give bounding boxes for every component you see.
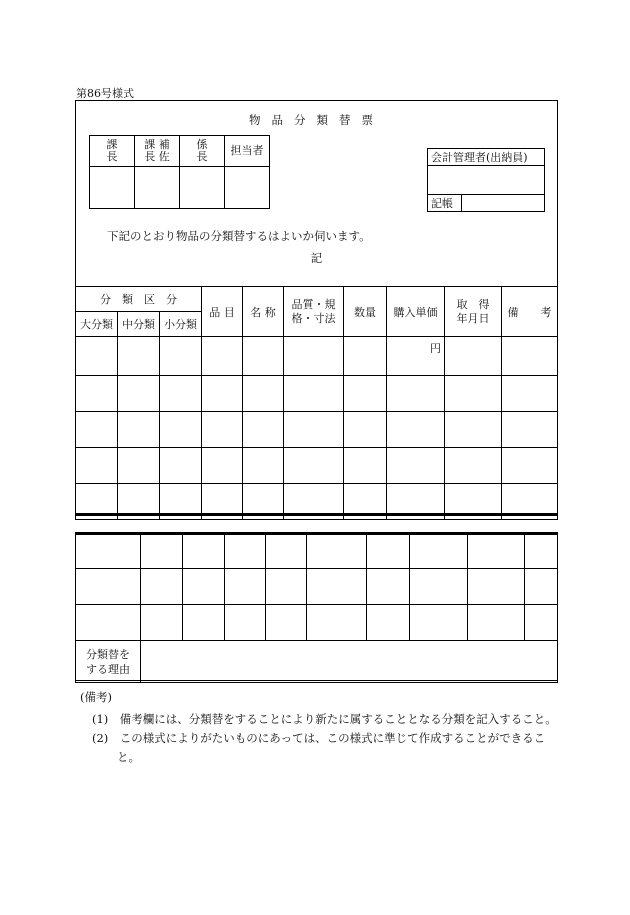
table-cell[interactable]	[243, 448, 284, 484]
col-acquired-date: 取 得 年月日	[445, 287, 502, 337]
table-row	[76, 412, 558, 448]
table-row	[76, 337, 558, 376]
table-cell[interactable]	[344, 484, 387, 520]
table-row	[76, 448, 558, 484]
table-cell[interactable]	[118, 484, 160, 520]
table-cell[interactable]	[445, 484, 502, 520]
table-cell[interactable]	[284, 484, 344, 520]
table-cell[interactable]	[367, 533, 410, 569]
table-cell[interactable]	[225, 569, 266, 605]
table-cell[interactable]	[160, 412, 202, 448]
form-upper-frame	[75, 100, 558, 516]
table-cell[interactable]	[502, 484, 558, 520]
approval-stamp-box[interactable]	[90, 167, 135, 209]
table-cell[interactable]	[243, 337, 284, 376]
accounting-stamp-box[interactable]	[428, 166, 545, 195]
table-row	[76, 605, 558, 641]
col-large-class: 大分類	[76, 312, 118, 337]
col-item: 品 目	[202, 287, 243, 337]
table-cell[interactable]	[344, 337, 387, 376]
table-cell[interactable]	[160, 448, 202, 484]
request-text: 下記のとおり物品の分類替するはよいか伺います。	[107, 229, 371, 243]
approval-header-kakaricho: 係 長	[180, 136, 225, 167]
table-cell[interactable]	[76, 569, 141, 605]
table-cell[interactable]	[525, 605, 558, 641]
notes-heading: (備考)	[80, 690, 112, 704]
table-cell[interactable]	[243, 376, 284, 412]
items-table	[75, 286, 558, 520]
table-cell[interactable]	[76, 448, 118, 484]
note-item: (1) 備考欄には、分類替をすることにより新たに属することとなる分類を記入すること。	[92, 712, 557, 726]
table-cell[interactable]	[344, 448, 387, 484]
table-cell[interactable]	[307, 533, 367, 569]
table-cell[interactable]	[284, 448, 344, 484]
table-cell[interactable]	[76, 484, 118, 520]
table-cell[interactable]	[225, 605, 266, 641]
table-cell[interactable]	[202, 337, 243, 376]
table-cell[interactable]	[307, 569, 367, 605]
table-cell[interactable]	[160, 484, 202, 520]
table-cell[interactable]	[387, 412, 445, 448]
table-row	[76, 484, 558, 520]
table-cell[interactable]	[76, 605, 141, 641]
table-cell[interactable]	[76, 337, 118, 376]
table-cell[interactable]	[525, 533, 558, 569]
table-cell[interactable]	[118, 448, 160, 484]
table-cell[interactable]	[387, 376, 445, 412]
table-cell[interactable]	[118, 412, 160, 448]
table-cell[interactable]	[525, 569, 558, 605]
approval-stamp-box[interactable]	[135, 167, 180, 209]
table-cell[interactable]	[502, 412, 558, 448]
ledger-box[interactable]	[462, 195, 545, 212]
table-cell[interactable]	[445, 412, 502, 448]
table-cell[interactable]	[202, 412, 243, 448]
approval-stamp-table	[89, 135, 270, 209]
table-row	[76, 376, 558, 412]
table-cell[interactable]	[76, 533, 141, 569]
ledger-label: 記帳	[428, 195, 462, 212]
notes-section	[80, 688, 557, 767]
table-cell[interactable]	[183, 605, 225, 641]
table-cell[interactable]	[76, 412, 118, 448]
col-unit-price: 購入単価	[387, 287, 445, 337]
table-cell[interactable]	[367, 569, 410, 605]
col-quantity: 数量	[344, 287, 387, 337]
table-cell[interactable]	[344, 376, 387, 412]
reason-label: 分類替を する理由	[76, 641, 141, 683]
form-title: 物品分類替票	[249, 113, 384, 127]
col-name: 名 称	[243, 287, 284, 337]
ki-label: 記	[310, 251, 323, 265]
table-cell[interactable]	[266, 605, 307, 641]
unit-price-cell[interactable]	[387, 337, 445, 376]
table-cell[interactable]	[387, 448, 445, 484]
yen-unit: 円	[430, 342, 441, 355]
table-cell[interactable]	[225, 533, 266, 569]
col-quality: 品質・規 格・寸法	[284, 287, 344, 337]
table-cell[interactable]	[445, 376, 502, 412]
table-cell[interactable]	[118, 376, 160, 412]
table-cell[interactable]	[387, 484, 445, 520]
col-remarks: 備 考	[502, 287, 558, 337]
approval-stamp-box[interactable]	[225, 167, 270, 209]
table-cell[interactable]	[284, 337, 344, 376]
table-cell[interactable]	[202, 448, 243, 484]
reason-input[interactable]	[141, 641, 558, 683]
form-number: 第86号様式	[76, 87, 134, 100]
accounting-table	[427, 148, 545, 212]
table-cell[interactable]	[243, 412, 284, 448]
table-cell[interactable]	[410, 569, 468, 605]
col-small-class: 小分類	[160, 312, 202, 337]
table-cell[interactable]	[307, 605, 367, 641]
table-cell[interactable]	[183, 569, 225, 605]
col-medium-class: 中分類	[118, 312, 160, 337]
approval-header-tanto: 担当者	[225, 136, 270, 167]
table-cell[interactable]	[410, 533, 468, 569]
accounting-header: 会計管理者(出納員)	[428, 149, 545, 166]
approval-header-kachohosa: 課 補 長 佐	[135, 136, 180, 167]
table-cell[interactable]	[445, 448, 502, 484]
table-cell[interactable]	[367, 605, 410, 641]
table-cell[interactable]	[445, 337, 502, 376]
table-cell[interactable]	[266, 569, 307, 605]
table-cell[interactable]	[410, 605, 468, 641]
table-row	[76, 533, 558, 569]
table-cell[interactable]	[468, 533, 525, 569]
table-cell[interactable]	[502, 337, 558, 376]
table-cell[interactable]	[160, 337, 202, 376]
table-cell[interactable]	[141, 605, 183, 641]
table-row	[76, 569, 558, 605]
table-cell[interactable]	[502, 448, 558, 484]
table-cell[interactable]	[141, 569, 183, 605]
table-cell[interactable]	[468, 569, 525, 605]
note-item: (2) この様式によりがたいものにあっては、この様式に準じて作成することができること。	[92, 731, 546, 764]
table-cell[interactable]	[266, 533, 307, 569]
table-cell[interactable]	[118, 337, 160, 376]
items-table-continued	[75, 532, 558, 683]
reason-row	[76, 641, 558, 683]
table-cell[interactable]	[284, 412, 344, 448]
table-cell[interactable]	[202, 376, 243, 412]
table-cell[interactable]	[202, 484, 243, 520]
classification-group-header: 分 類 区 分	[76, 287, 202, 312]
table-cell[interactable]	[141, 533, 183, 569]
approval-header-kacho: 課 長	[90, 136, 135, 167]
table-cell[interactable]	[502, 376, 558, 412]
table-cell[interactable]	[183, 533, 225, 569]
table-cell[interactable]	[243, 484, 284, 520]
approval-stamp-box[interactable]	[180, 167, 225, 209]
table-cell[interactable]	[344, 412, 387, 448]
table-cell[interactable]	[160, 376, 202, 412]
table-cell[interactable]	[468, 605, 525, 641]
table-cell[interactable]	[76, 376, 118, 412]
table-cell[interactable]	[284, 376, 344, 412]
form-lower-frame	[75, 532, 558, 681]
